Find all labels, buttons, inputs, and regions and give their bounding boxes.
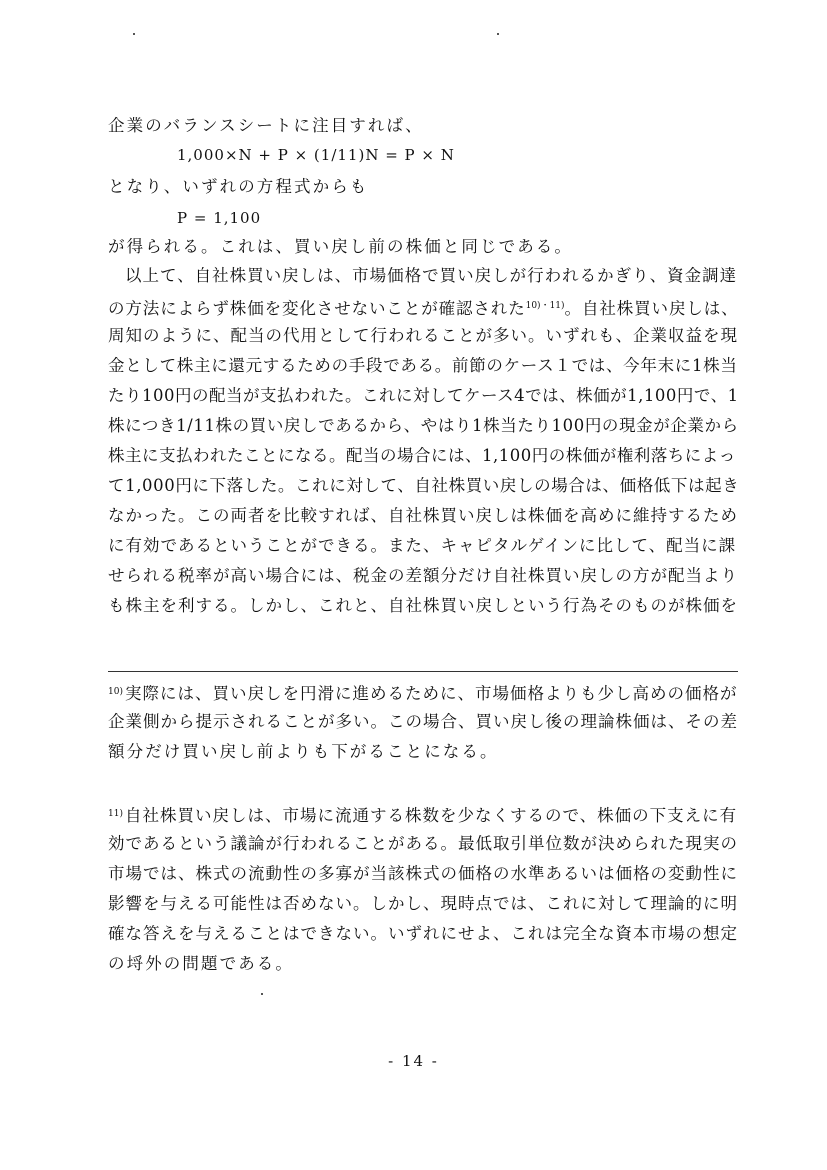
body-line: 金として株主に還元するための手段である。前節のケース１では、今年末に1株当 (108, 356, 738, 375)
body-line (108, 296, 738, 319)
footnote-line: 企業側から提示されることが多い。この場合、買い戻し後の理論株価は、その差 (108, 712, 738, 731)
body-line: 周知のように、配当の代用として行われることが多い。いずれも、企業収益を現 (108, 326, 738, 345)
body-line: なかった。この両者を比較すれば、自社株買い戻しは株価を高めに維持するため (108, 506, 738, 525)
footnote-line: 確な答えを与えることはできない。いずれにせよ、これは完全な資本市場の想定 (108, 924, 738, 943)
footnote-text: 実際には、買い戻しを円滑に進めるために、市場価格よりも少し高めの価格が (124, 684, 738, 703)
body-line: て1,000円に下落した。これに対して、自社株買い戻しの場合は、価格低下は起き (108, 476, 740, 495)
footnote-line: 影響を与える可能性は否めない。しかし、現時点では、これに対して理論的に明 (108, 894, 738, 913)
body-text: の方法によらず株価を変化させないことが確認された (108, 299, 526, 318)
body-line: 株主に支払われたことになる。配当の場合には、1,100円の株価が権利落ちによっ (108, 446, 736, 465)
scan-speck (497, 33, 499, 35)
footnote-mark: 11) (108, 809, 123, 819)
footnote-text: 自社株買い戻しは、市場に流通する株数を少なくするので、株価の下支えに有 (124, 806, 738, 825)
body-line: たり100円の配当が支払われた。これに対してケース4では、株価が1,100円で、1 (108, 386, 739, 405)
footnote-line (108, 804, 738, 826)
body-line: が得られる。これは、買い戻し前の株価と同じである。 (108, 237, 573, 256)
footnote-line (108, 682, 738, 704)
equation-2: P = 1,100 (177, 209, 262, 227)
body-text: 。自社株買い戻しは、 (564, 299, 739, 318)
body-line: に有効であるということができる。また、キャピタルゲインに比して、配当に課 (108, 536, 737, 555)
body-line: となり、いずれの方程式からも (108, 177, 369, 196)
footnote-line: の埒外の問題である。 (108, 954, 294, 973)
footnote-separator (108, 671, 738, 672)
body-line: も株主を利する。しかし、これと、自社株買い戻しという行為そのものが株価を (108, 596, 738, 615)
footnote-mark: 10) (108, 687, 123, 697)
footnote-reference: 10)・11) (525, 301, 565, 311)
footnote-line: 額分だけ買い戻し前よりも下がることになる。 (108, 742, 499, 761)
body-line: 以上て、自社株買い戻しは、市場価格で買い戻しが行われるかぎり、資金調達 (125, 266, 738, 285)
equation-1: 1,000×N + P × (1/11)N = P × N (177, 146, 455, 164)
scan-speck (261, 993, 263, 995)
page-number: - 14 - (388, 1052, 439, 1070)
body-line: せられる税率が高い場合には、税金の差額分だけ自社株買い戻しの方が配当より (108, 566, 738, 585)
footnote-line: 効であるという議論が行われることがある。最低取引単位数が決められた現実の (108, 834, 738, 853)
body-line: 企業のバランスシートに注目すれば、 (108, 116, 424, 135)
scan-speck (133, 33, 135, 35)
body-line: 株につき1/11株の買い戻しであるから、やはり1株当たり100円の現金が企業から (108, 416, 739, 435)
footnote-line: 市場では、株式の流動性の多寡が当該株式の価格の水準あるいは価格の変動性に (108, 864, 738, 883)
